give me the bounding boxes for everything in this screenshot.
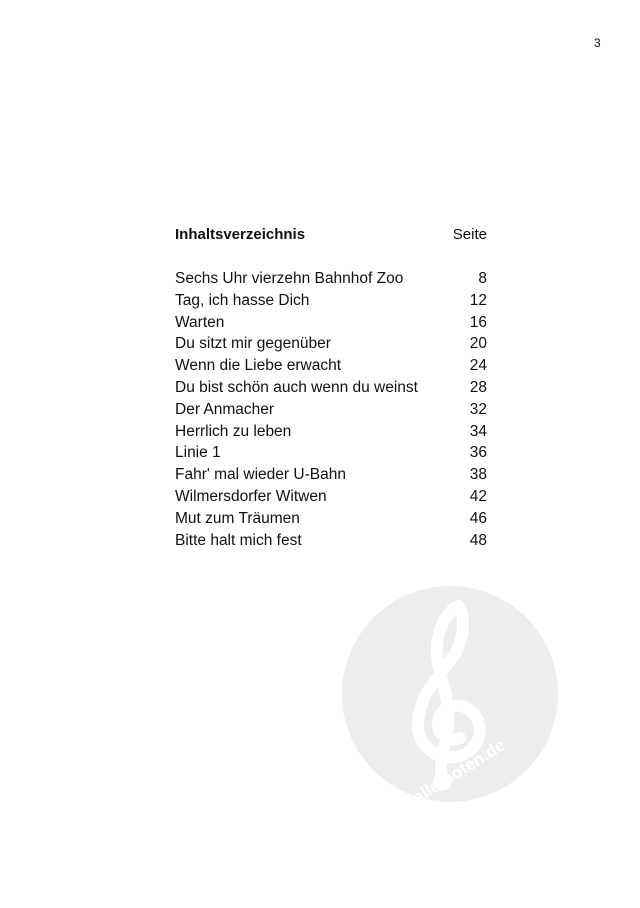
toc-entry: [175, 290, 487, 312]
toc-entry: [175, 312, 487, 334]
watermark-text: alle-noten.de: [409, 735, 509, 802]
toc-title: Inhaltsverzeichnis: [175, 226, 306, 243]
toc-entry-title: Du bist schön auch wenn du weinst: [175, 378, 418, 396]
toc-entry-title: Linie 1: [175, 444, 221, 462]
toc-entry: [175, 333, 487, 355]
toc-entry-page: 20: [469, 335, 487, 353]
toc-entry: [175, 421, 487, 443]
toc-entry: [175, 377, 487, 399]
toc-entry-title: Herrlich zu leben: [175, 422, 292, 440]
toc-entry-page: 42: [469, 487, 487, 505]
toc-entry-page: 8: [478, 270, 487, 287]
toc-entry-page: 36: [469, 444, 487, 462]
toc-entry-page: 34: [469, 422, 487, 440]
table-of-contents: [175, 226, 487, 551]
toc-entry-page: 32: [469, 400, 487, 418]
toc-entry: [175, 442, 487, 464]
toc-list: [175, 268, 487, 551]
toc-entry-page: 46: [469, 509, 487, 527]
toc-entry-title: Bitte halt mich fest: [175, 531, 302, 549]
toc-page-label: Seite: [452, 226, 487, 243]
page-number: 3: [594, 36, 601, 50]
toc-entry: [175, 486, 487, 508]
toc-entry-title: Der Anmacher: [175, 400, 275, 418]
toc-entry: [175, 464, 487, 486]
toc-entry-title: Warten: [175, 313, 225, 331]
toc-entry: [175, 530, 487, 552]
toc-entry: [175, 508, 487, 530]
toc-entry-title: Wenn die Liebe erwacht: [175, 357, 342, 375]
toc-entry-title: Mut zum Träumen: [175, 509, 300, 527]
toc-entry-page: 28: [469, 378, 487, 396]
toc-header: [175, 226, 487, 248]
watermark: [342, 586, 558, 802]
toc-entry-page: 24: [469, 357, 487, 375]
toc-entry-page: 16: [469, 313, 487, 331]
toc-entry-title: Du sitzt mir gegenüber: [175, 335, 331, 353]
treble-clef-icon: [342, 586, 558, 802]
toc-entry-title: Wilmersdorfer Witwen: [175, 487, 327, 505]
toc-entry-page: 48: [469, 531, 487, 549]
toc-entry-title: Sechs Uhr vierzehn Bahnhof Zoo: [175, 270, 404, 287]
toc-entry-title: Fahr' mal wieder U-Bahn: [175, 466, 346, 484]
toc-entry: [175, 268, 487, 290]
toc-entry: [175, 355, 487, 377]
toc-entry-page: 12: [469, 291, 487, 309]
toc-entry: [175, 399, 487, 421]
toc-entry-page: 38: [469, 466, 487, 484]
toc-entry-title: Tag, ich hasse Dich: [175, 291, 310, 309]
